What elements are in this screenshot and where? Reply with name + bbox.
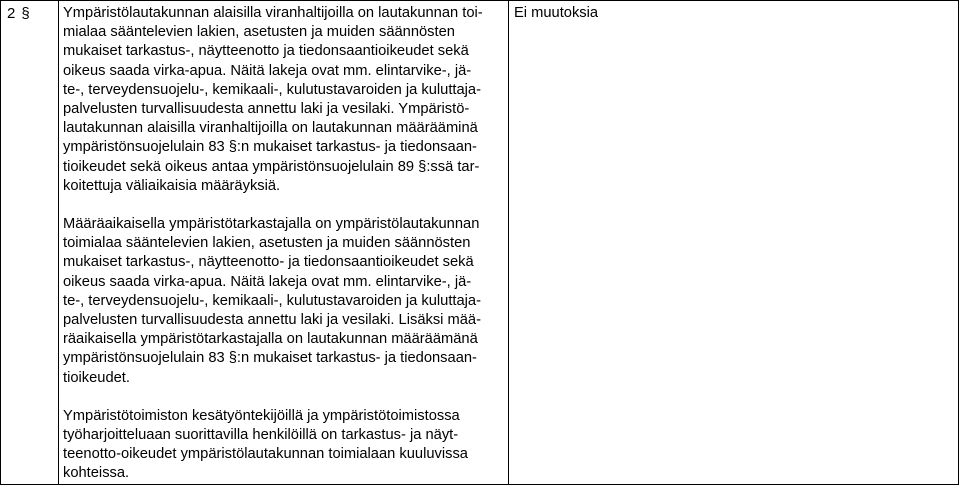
section-text: [59, 1, 508, 484]
text-line: ympäristönsuojelulain 83 §:n mukaiset tarkastus- ja tiedonsaan-: [63, 139, 477, 156]
text-line: mukaiset tarkastus-, näytteenotto- ja tiedonsaantioikeudet sekä: [63, 254, 474, 271]
paragraph: [63, 215, 504, 388]
text-line: te-, terveydensuojelu-, kemikaali-, kulutustavaroiden ja kuluttaja-: [63, 81, 481, 98]
table-row: [1, 1, 959, 485]
text-line: mialaa sääntelevien lakien, asetusten ja muiden säännösten: [63, 24, 455, 41]
section-text-cell: [59, 1, 509, 485]
section-number: 2: [7, 5, 16, 22]
text-line: te-, terveydensuojelu-, kemikaali-, kulutustavaroiden ja kuluttaja-: [63, 292, 481, 309]
text-line: palvelusten turvallisuudesta annettu laki ja vesilaki. Ympäristö-: [63, 101, 470, 118]
text-line: Ympäristölautakunnan alaisilla viranhaltijoilla on lautakunnan toi-: [63, 5, 483, 21]
status-cell: [509, 1, 959, 485]
text-line: ympäristönsuojelulain 83 §:n mukaiset tarkastus- ja tiedonsaan-: [63, 350, 477, 367]
status-text: Ei muutoksia: [514, 5, 599, 21]
section-number-cell: [1, 1, 59, 485]
text-line: mukaiset tarkastus-, näytteenotto ja tiedonsaantioikeudet sekä: [63, 43, 469, 60]
text-line: tioikeudet.: [63, 369, 130, 386]
text-line: Ympäristötoimiston kesätyöntekijöillä ja ympäristötoimistossa: [63, 407, 460, 424]
section-sign: §: [21, 5, 30, 22]
text-line: palvelusten turvallisuudesta annettu laki ja vesilaki. Lisäksi mää-: [63, 312, 481, 329]
text-line: työharjoitteluaan suorittavilla henkilöillä on tarkastus- ja näyt-: [63, 427, 459, 444]
text-line: teenotto-oikeudet ympäristölautakunnan toimialaan kuuluvissa: [63, 446, 468, 463]
text-line: koitettuja väliaikaisia määräyksiä.: [63, 177, 281, 194]
text-line: oikeus saada virka-apua. Näitä lakeja ovat mm. elintarvike-, jä-: [63, 62, 472, 79]
text-line: Määräaikaisella ympäristötarkastajalla on ympäristölautakunnan: [63, 216, 480, 233]
text-line: oikeus saada virka-apua. Näitä lakeja ovat mm. elintarvike-, jä-: [63, 273, 472, 290]
text-line: toimialaa sääntelevien lakien, asetusten ja muiden säännösten: [63, 235, 471, 252]
text-line: tioikeudet sekä oikeus antaa ympäristönsuojelulain 89 §:ssä tar-: [63, 158, 480, 175]
text-line: räaikaisella ympäristötarkastajalla on lautakunnan määräämänä: [63, 331, 478, 348]
paragraph: [63, 407, 504, 484]
text-line: lautakunnan alaisilla viranhaltijoilla on lautakunnan määrääminä: [63, 120, 478, 137]
text-line: kohteissa.: [63, 465, 130, 482]
paragraph: [63, 4, 504, 196]
